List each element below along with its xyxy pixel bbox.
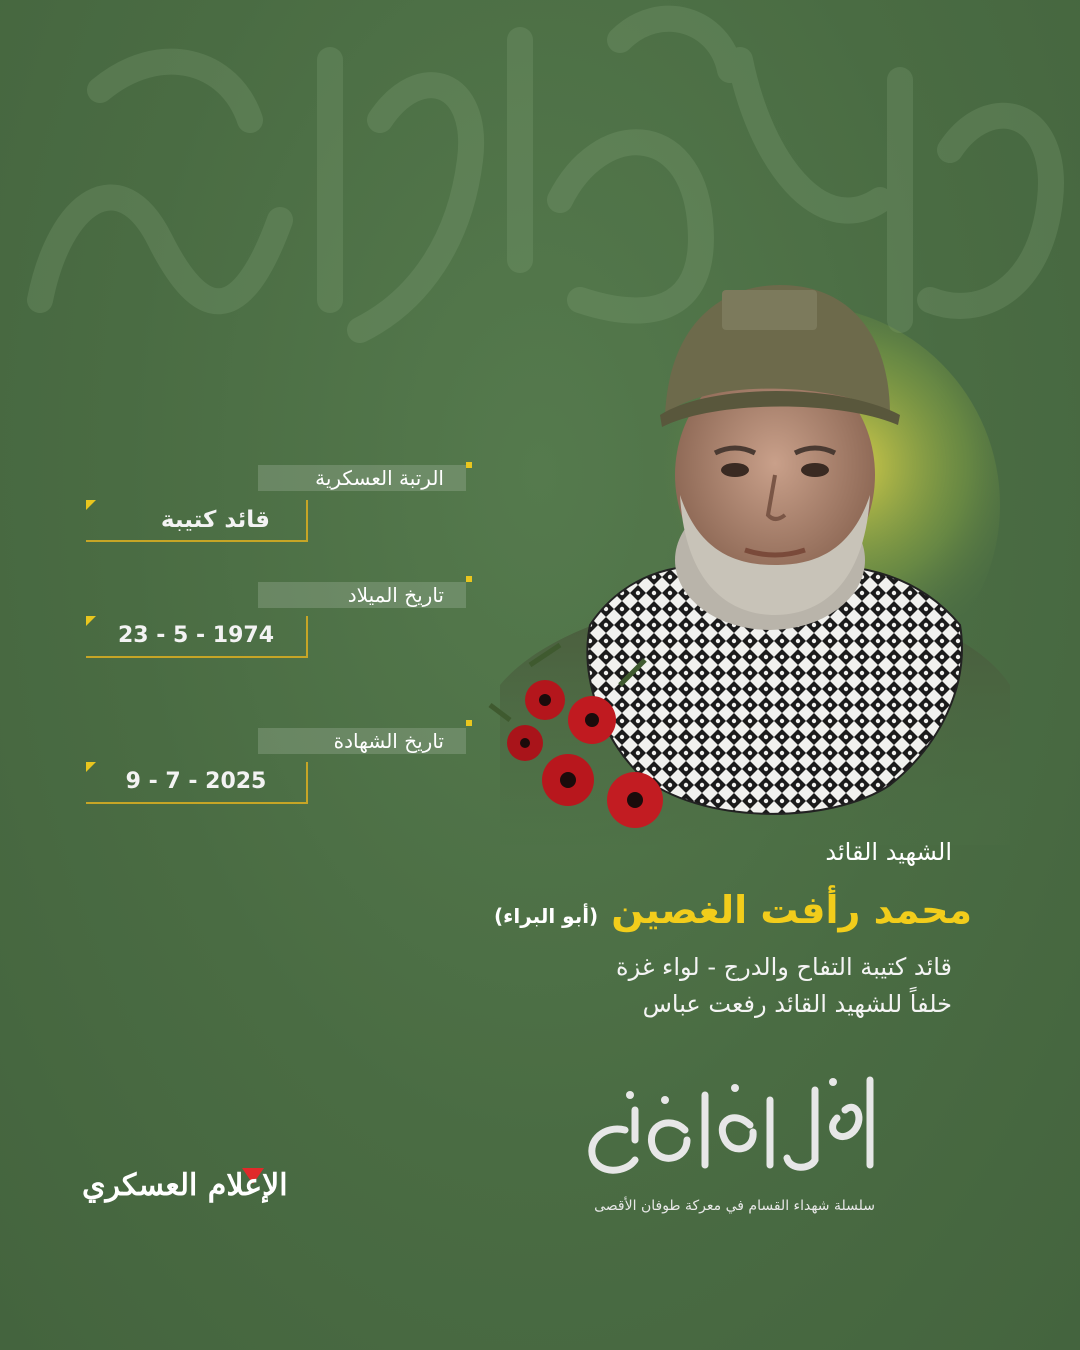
martyrdom-value: 9 - 7 - 2025 (86, 762, 308, 804)
rank-label: الرتبة العسكرية (258, 465, 466, 491)
martyrdom-bullet (466, 720, 472, 726)
martyrdom-corner-marker (86, 762, 96, 772)
rank-value: قائد كتيبة (86, 500, 308, 542)
martyr-name: محمد رأفت الغصين (611, 888, 972, 932)
series-logo (575, 1070, 885, 1185)
birth-corner-marker (86, 616, 96, 626)
series-subtitle: سلسلة شهداء القسام في معركة طوفان الأقصى (594, 1198, 875, 1214)
rank-corner-marker (86, 500, 96, 510)
pre-title: الشهيد القائد (825, 838, 952, 866)
martyrdom-label: تاريخ الشهادة (258, 728, 466, 754)
martyr-portrait (470, 265, 1030, 845)
martyr-kunya: (أبو البراء) (494, 904, 599, 928)
birth-label: تاريخ الميلاد (258, 582, 466, 608)
description-line-1: قائد كتيبة التفاح والدرج - لواء غزة (616, 953, 952, 981)
name-line (494, 888, 972, 932)
media-logo-text: الإعلام العسكري (82, 1168, 288, 1203)
birth-value: 23 - 5 - 1974 (86, 616, 308, 658)
birth-bullet (466, 576, 472, 582)
rank-bullet (466, 462, 472, 468)
description-line-2: خلفاً للشهيد القائد رفعت عباس (642, 990, 952, 1018)
